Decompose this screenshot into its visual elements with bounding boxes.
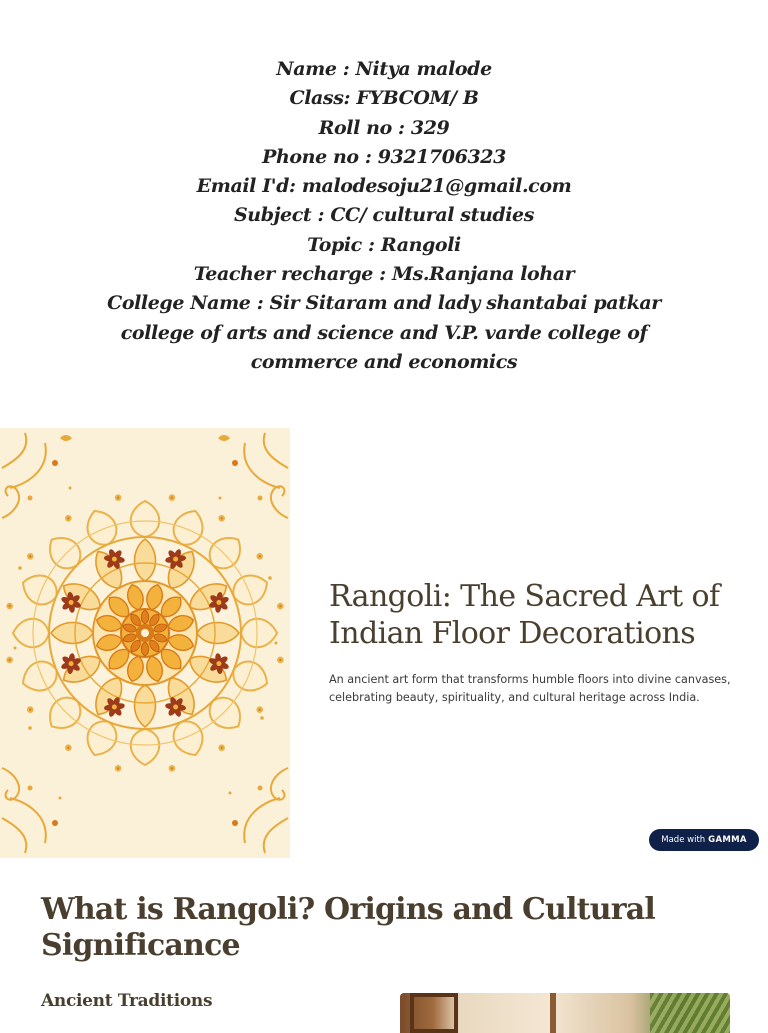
- student-info: [90, 55, 678, 377]
- window-frame: [410, 993, 458, 1033]
- section-heading: What is Rangoli? Origins and Cultural Significance: [41, 892, 655, 963]
- student-topic: Topic : Rangoli: [307, 233, 461, 256]
- student-name: Name : Nitya malode: [276, 58, 492, 80]
- made-with-gamma-badge[interactable]: [649, 829, 759, 851]
- badge-brand: GAMMA: [708, 835, 747, 845]
- student-teacher: Teacher recharge : Ms.Ranjana lohar: [193, 263, 575, 286]
- student-college: College Name : Sir Sitaram and lady shantabai patkar college of arts and science and V.P. varde college of commerce and economics: [107, 292, 661, 373]
- badge-prefix: Made with: [661, 835, 706, 845]
- corner-swirl-icon: [2, 433, 72, 518]
- plant-leaves: [650, 993, 730, 1033]
- rangoli-image: [0, 428, 290, 858]
- section-subheading: Ancient Traditions: [41, 991, 213, 1011]
- student-email: Email I'd: malodesoju21@gmail.com: [196, 175, 572, 198]
- door-post: [550, 993, 556, 1033]
- student-phone: Phone no : 9321706323: [262, 145, 506, 168]
- hero-description: An ancient art form that transforms humble floors into divine canvases, celebrating beauty, spirituality, and cultural heritage across India.: [329, 673, 731, 704]
- student-subject: Subject : CC/ cultural studies: [233, 204, 535, 227]
- student-class: Class: FYBCOM/ B: [289, 87, 479, 110]
- student-roll: Roll no : 329: [318, 116, 450, 139]
- traditions-photo: [400, 993, 730, 1033]
- mandala-icon: [0, 428, 290, 858]
- page-title: Rangoli: The Sacred Art of Indian Floor Decorations: [329, 579, 720, 651]
